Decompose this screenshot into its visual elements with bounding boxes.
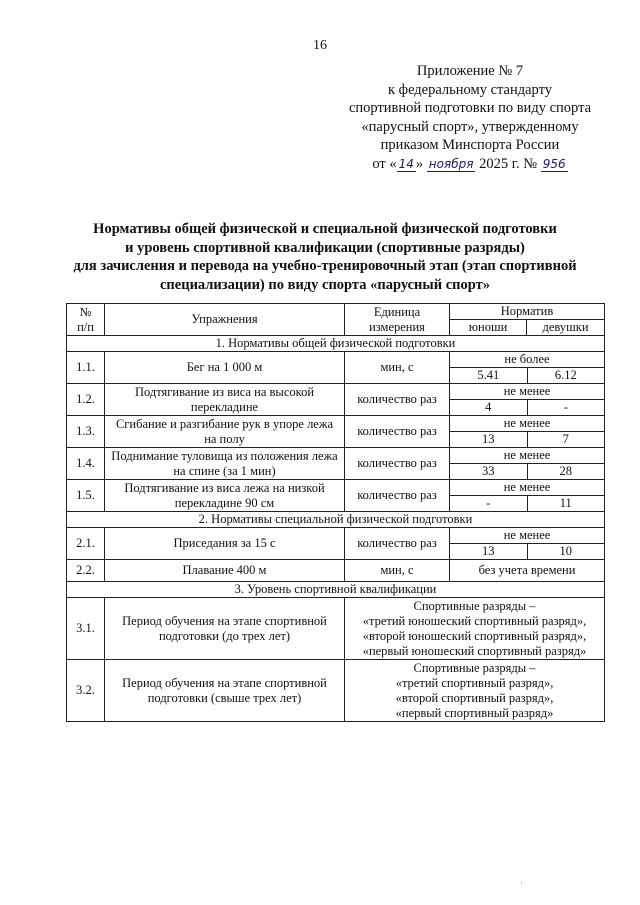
row-unit: количество раз: [345, 416, 450, 448]
exercise-line: Поднимание туловища из положения лежа: [111, 448, 338, 463]
row-exercise: Плавание 400 м: [105, 560, 345, 582]
row-norm: [450, 384, 605, 416]
norm-qualifier: не менее: [503, 528, 551, 542]
norm-values: [450, 431, 604, 447]
row-unit: количество раз: [345, 448, 450, 480]
norm-values: [450, 367, 604, 383]
row-num: 3.1.: [67, 598, 105, 660]
norm-qualifier: не менее: [503, 448, 551, 462]
exercise-line: Период обучения на этапе спортивной: [122, 675, 327, 690]
rank-line: «первый спортивный разряд»: [395, 705, 554, 720]
header-unit-line: измерения: [369, 319, 425, 334]
appendix-line: Приложение № 7: [416, 63, 524, 79]
appendix-line: приказом Минспорта России: [380, 137, 560, 153]
exercise-line: подготовки (свыше трех лет): [147, 690, 302, 705]
appendix-line: к федеральному стандарту: [388, 81, 552, 98]
appendix-block: [330, 62, 610, 173]
table-row: [67, 598, 605, 660]
title-line: специализации) по виду спорта «парусный спорт»: [159, 276, 491, 293]
table-header-row: [67, 304, 605, 320]
table-row: [67, 560, 605, 582]
header-boys: юноши: [450, 320, 527, 336]
appendix-line: спортивной подготовки по виду спорта: [348, 100, 592, 116]
norm-girls: 10: [527, 544, 605, 559]
section-title: 1. Нормативы общей физической подготовки: [67, 336, 605, 352]
row-norm: [450, 480, 605, 512]
row-num: 2.2.: [67, 560, 105, 582]
row-num: 1.5.: [67, 480, 105, 512]
rank-list: [345, 660, 605, 722]
page-number: 16: [313, 38, 327, 53]
title-line: и уровень спортивной квалификации (спортивные разряды): [125, 239, 525, 256]
row-norm: [450, 416, 605, 448]
row-num: 1.2.: [67, 384, 105, 416]
norm-values: [450, 543, 604, 559]
row-unit: мин, с: [345, 352, 450, 384]
header-unit: [345, 304, 450, 336]
rank-line: «третий спортивный разряд»,: [395, 675, 554, 690]
norm-boys: 5.41: [477, 368, 500, 382]
norm-boys: 33: [482, 464, 495, 478]
header-num-line: п/п: [77, 319, 94, 334]
header-norm: Норматив: [450, 304, 605, 320]
row-num: 1.1.: [67, 352, 105, 384]
norm-boys: -: [486, 496, 491, 510]
rank-line: «третий юношеский спортивный разряд»,: [362, 613, 587, 628]
norm-girls: 11: [527, 496, 605, 511]
row-norm: [450, 352, 605, 384]
row-unit: количество раз: [345, 384, 450, 416]
norm-boys: 13: [482, 432, 495, 446]
norm-qualifier: не менее: [503, 480, 551, 494]
date-prefix: от «: [372, 155, 397, 172]
header-num-line: №: [79, 304, 92, 319]
exercise-line: перекладине: [190, 399, 259, 414]
header-girls: девушки: [527, 320, 605, 336]
row-unit: мин, с: [345, 560, 450, 582]
row-exercise: [105, 352, 345, 384]
row-exercise: [105, 384, 345, 416]
row-num: 1.4.: [67, 448, 105, 480]
exercise-line: Сгибание и разгибание рук в упоре лежа: [115, 416, 334, 431]
norm-girls: 6.12: [527, 368, 605, 383]
section-row: [67, 512, 605, 528]
handwritten-month: ноября: [428, 156, 474, 171]
date-year: 2025 г. №: [479, 155, 538, 172]
title-line: Нормативы общей физической и специальной физической подготовки: [93, 221, 557, 237]
exercise-line: перекладине 90 см: [174, 495, 275, 510]
row-norm-value: без учета времени: [450, 560, 605, 582]
table-row: [67, 352, 605, 384]
row-exercise: [105, 480, 345, 512]
scan-mark: ·: [520, 878, 523, 888]
handwritten-day: 14: [398, 156, 414, 171]
rank-list: [345, 598, 605, 660]
rank-line: «второй юношеский спортивный разряд»,: [362, 628, 587, 643]
header-unit-line: Единица: [373, 304, 421, 319]
norm-qualifier: не более: [504, 352, 550, 366]
header-exercise: Упражнения: [105, 304, 345, 336]
row-unit: количество раз: [345, 528, 450, 560]
section-title: 3. Уровень спортивной квалификации: [67, 582, 605, 598]
exercise-line: Приседания за 15 с: [173, 536, 276, 550]
norm-boys: 13: [482, 544, 495, 558]
header-num: [67, 304, 105, 336]
table-row: [67, 660, 605, 722]
row-exercise: [105, 528, 345, 560]
exercise-line: на спине (за 1 мин): [173, 463, 276, 478]
row-exercise: [105, 660, 345, 722]
exercise-line: подготовки (до трех лет): [158, 628, 291, 643]
exercise-line: Подтягивание из виса лежа на низкой: [124, 480, 325, 495]
section-row: [67, 582, 605, 598]
table-row: [67, 528, 605, 560]
row-norm: [450, 528, 605, 560]
appendix-date: [330, 155, 610, 174]
norms-table: [66, 303, 605, 722]
row-num: 3.2.: [67, 660, 105, 722]
section-title: 2. Нормативы специальной физической подготовки: [67, 512, 605, 528]
norm-qualifier: не менее: [503, 416, 551, 430]
norm-girls: 7: [527, 432, 605, 447]
section-row: [67, 336, 605, 352]
rank-line: Спортивные разряды –: [413, 598, 536, 613]
rank-line: «первый юношеский спортивный разряд»: [362, 643, 587, 658]
norm-qualifier: не менее: [503, 384, 551, 398]
rank-line: «второй спортивный разряд»,: [395, 690, 554, 705]
row-norm: [450, 448, 605, 480]
exercise-line: Подтягивание из виса на высокой: [134, 384, 315, 399]
norm-girls: -: [527, 400, 605, 415]
row-num: 2.1.: [67, 528, 105, 560]
exercise-line: Период обучения на этапе спортивной: [122, 613, 327, 628]
row-exercise: [105, 598, 345, 660]
exercise-line: Бег на 1 000 м: [186, 360, 263, 374]
norm-values: [450, 463, 604, 479]
row-unit: количество раз: [345, 480, 450, 512]
document-title: [60, 220, 590, 294]
title-line: для зачисления и перевода на учебно-тренировочный этап (этап спортивной: [73, 258, 577, 274]
handwritten-number: 956: [542, 156, 566, 171]
norm-values: [450, 495, 604, 511]
table-row: [67, 448, 605, 480]
table-row: [67, 384, 605, 416]
rank-line: Спортивные разряды –: [413, 660, 536, 675]
table-row: [67, 480, 605, 512]
date-mid: »: [415, 155, 424, 172]
table-row: [67, 416, 605, 448]
row-exercise: [105, 448, 345, 480]
norm-values: [450, 399, 604, 415]
row-exercise: [105, 416, 345, 448]
exercise-line: на полу: [204, 431, 245, 446]
norm-girls: 28: [527, 464, 605, 479]
appendix-line: «парусный спорт», утвержденному: [361, 118, 579, 135]
norm-boys: 4: [485, 400, 492, 414]
row-num: 1.3.: [67, 416, 105, 448]
